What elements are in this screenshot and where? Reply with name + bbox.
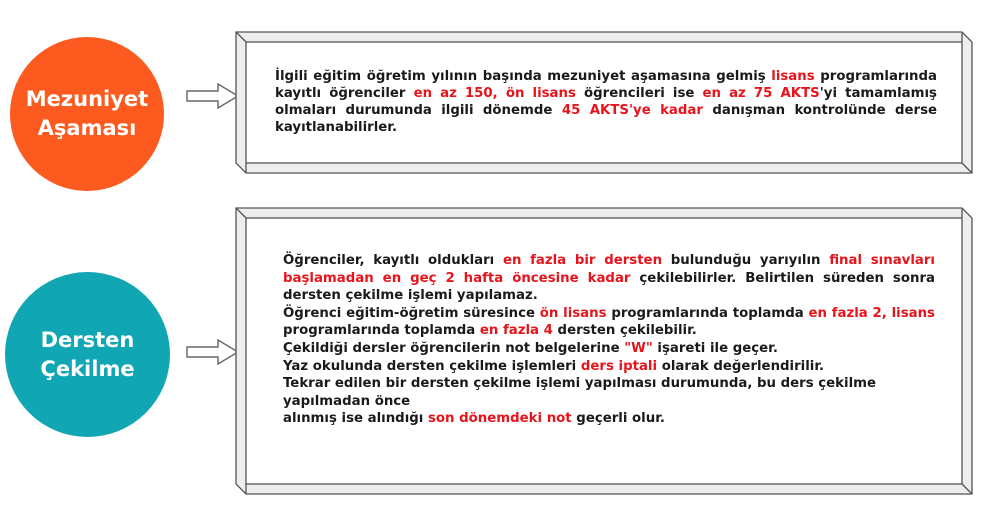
- stage-text-dersten-cekilme: [283, 252, 935, 428]
- stage-label-dersten-cekilme: Dersten Çekilme: [40, 327, 135, 381]
- stage-text-mezuniyet: İlgili eğitim öğretim yılının başında mezuniyet aşamasına gelmiş lisans programlarında kayıtlı öğrenciler en az 150, ön lisans öğrencileri ise en az 75 AKTS'yi tamamlamış olmaları durumunda ilgili dönemde 45 AKTS'ye kadar danışman kontrolünde derse kayıtlanabilirler.: [275, 69, 938, 135]
- stage-circle-dersten-cekilme: [5, 272, 170, 437]
- paragraph-summer-school: Yaz okulunda dersten çekilme işlemleri ders iptali olarak değerlendirilir.: [283, 358, 825, 374]
- stage-circle-mezuniyet: [10, 37, 164, 191]
- paragraph-withdrawal-limits: Öğrenci eğitim-öğretim süresince ön lisans programlarında toplamda en fazla 2, lisans programlarında toplamda en fazla 4 dersten çekilebilir.: [283, 305, 935, 339]
- paragraph-last-grade: alınmış ise alındığı son dönemdeki not geçerli olur.: [283, 411, 665, 427]
- stage-label-mezuniyet: Mezuniyet Aşaması: [25, 87, 149, 140]
- paragraph-w-mark: Çekildiği dersler öğrencilerin not belgelerine "W" işareti ile geçer.: [283, 340, 778, 356]
- arrow-right-icon: [186, 338, 240, 366]
- paragraph-withdrawal-deadline: Öğrenciler, kayıtlı oldukları en fazla bir dersten bulunduğu yarıyılın final sınavları başlamadan en geç 2 hafta öncesine kadar çekilebilirler. Belirtilen süreden sonra dersten çekilme işlemi yapılamaz.: [283, 253, 935, 304]
- arrow-right-icon: [186, 82, 240, 110]
- paragraph-repeated-course: Tekrar edilen bir dersten çekilme işlemi yapılması durumunda, bu ders çekilme yapılmadan önce: [283, 376, 876, 409]
